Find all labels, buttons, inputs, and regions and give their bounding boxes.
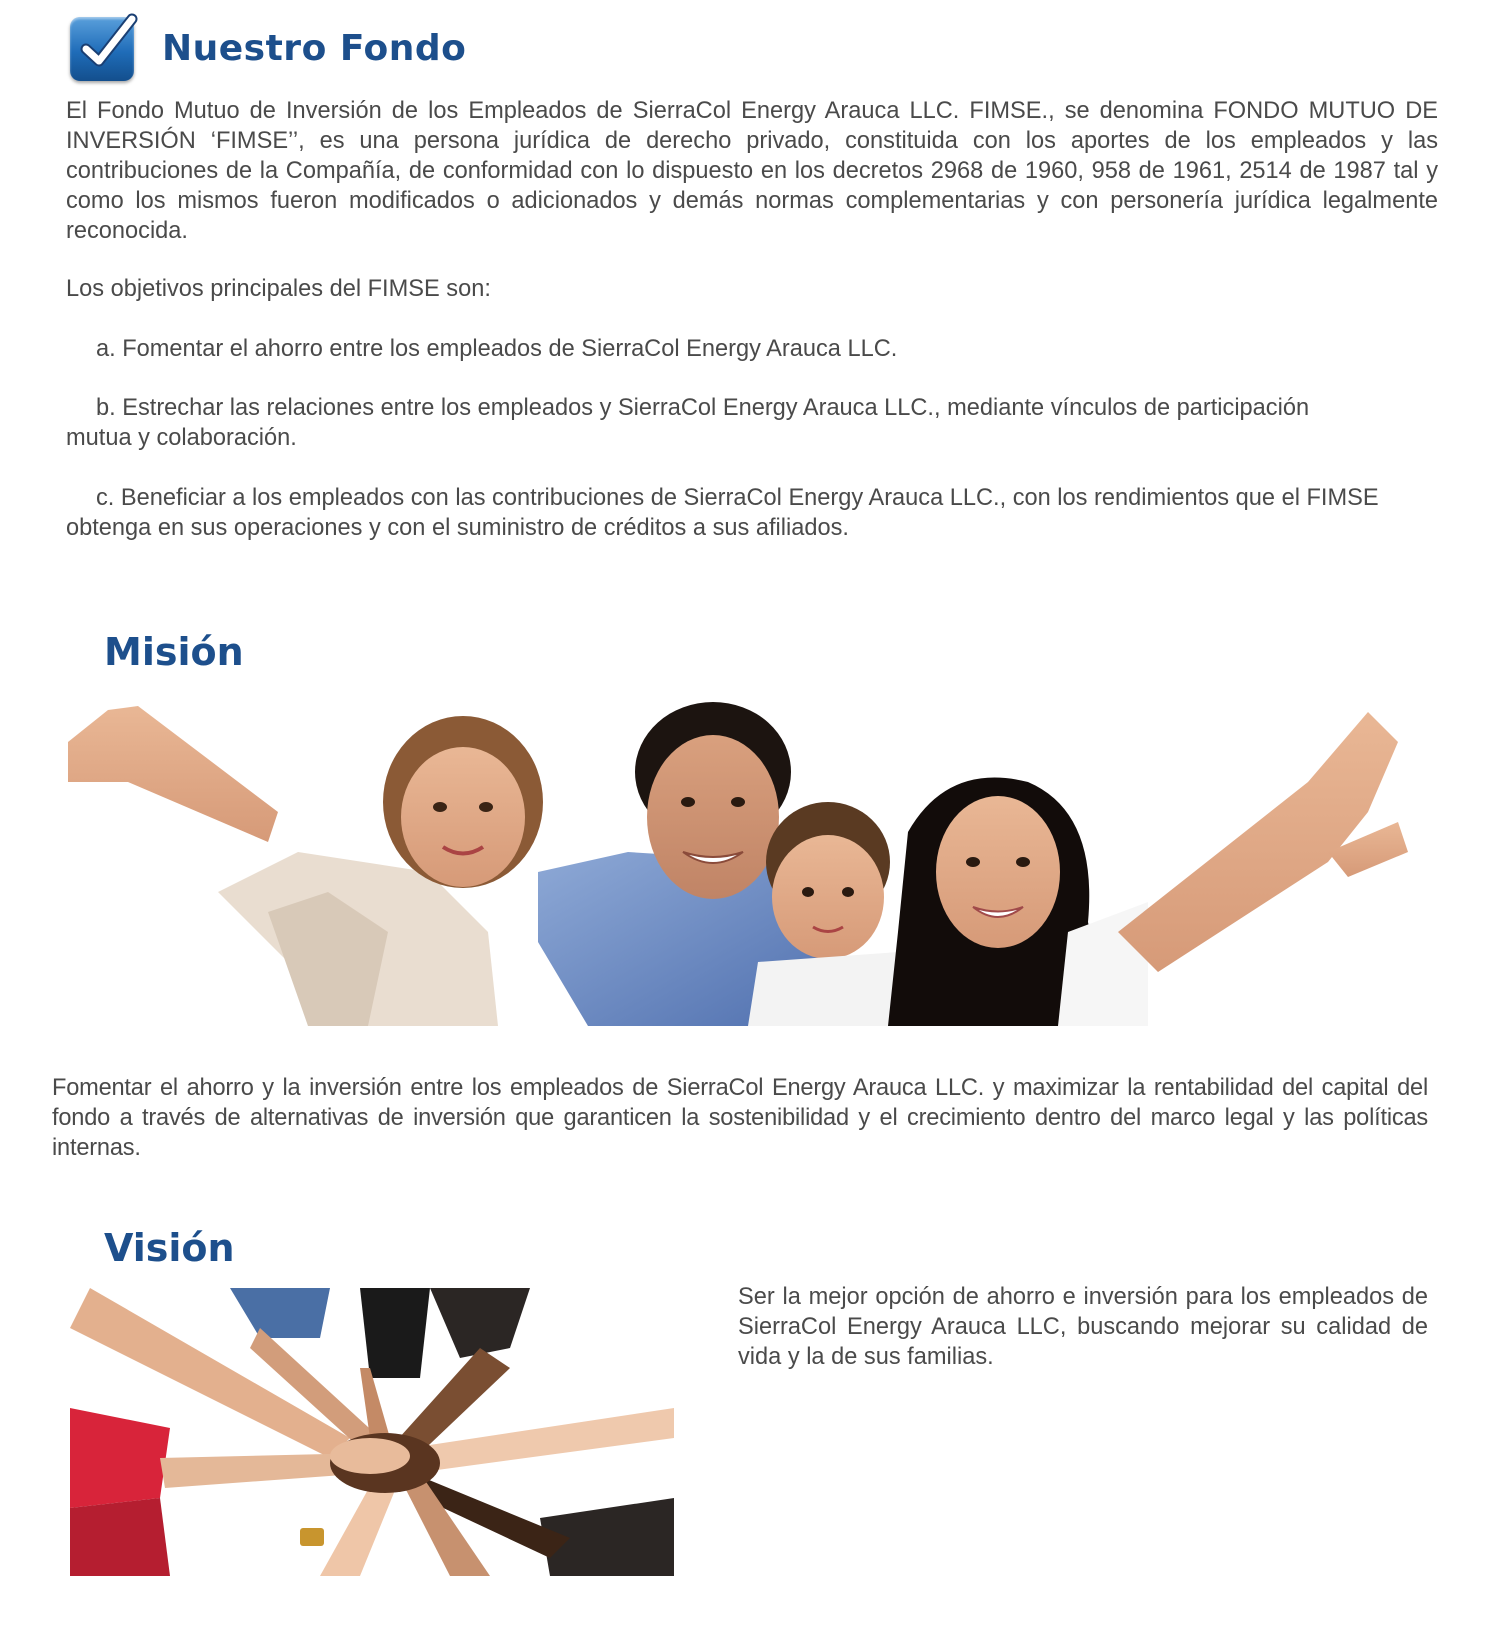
hands-together-photo: [70, 1288, 674, 1576]
vision-title: Visión: [104, 1226, 235, 1270]
page-title: Nuestro Fondo: [162, 28, 467, 70]
mision-title: Misión: [104, 630, 244, 674]
vision-text: Ser la mejor opción de ahorro e inversión para los empleados de SierraCol Energy Arauca LLC, buscando mejorar su calidad de vida y la de sus familias.: [738, 1284, 1428, 1370]
objectives-title: Los objetivos principales del FIMSE son:: [66, 276, 491, 302]
family-photo: [68, 702, 1428, 1026]
intro-paragraph: El Fondo Mutuo de Inversión de los Empleados de SierraCol Energy Arauca LLC. FIMSE., se denomina FONDO MUTUO DE INVERSIÓN ‘FIMSE’’, es una persona jurídica de derecho privado, constituida con los aportes de los empleados y las contribuciones de la Compañía, de conformidad con lo dispuesto en los decretos 2968 de 1960, 958 de 1961, 2514 de 1987 tal y como los mismos fueron modificados o adicionados y demás normas complementarias y con personería jurídica legalmente reconocida.: [66, 98, 1438, 244]
objective-item-a: a. Fomentar el ahorro entre los empleados de SierraCol Energy Arauca LLC.: [96, 336, 898, 362]
objective-item-b: b. Estrechar las relaciones entre los empleados y SierraCol Energy Arauca LLC., mediante vínculos de participación mutua y colaboración.: [66, 395, 1310, 451]
checkbox-icon: [70, 17, 134, 81]
objective-item-c: c. Beneficiar a los empleados con las contribuciones de SierraCol Energy Arauca LLC., con los rendimientos que el FIMSE obtenga en sus operaciones y con el suministro de créditos a sus afiliados.: [66, 485, 1379, 541]
page-header: [70, 4, 466, 93]
mision-text: Fomentar el ahorro y la inversión entre los empleados de SierraCol Energy Arauca LLC. y maximizar la rentabilidad del capital del fondo a través de alternativas de inversión que garanticen la sostenibilidad y el crecimiento dentro del marco legal y las políticas internas.: [52, 1075, 1428, 1161]
checkmark-icon: [76, 11, 138, 73]
